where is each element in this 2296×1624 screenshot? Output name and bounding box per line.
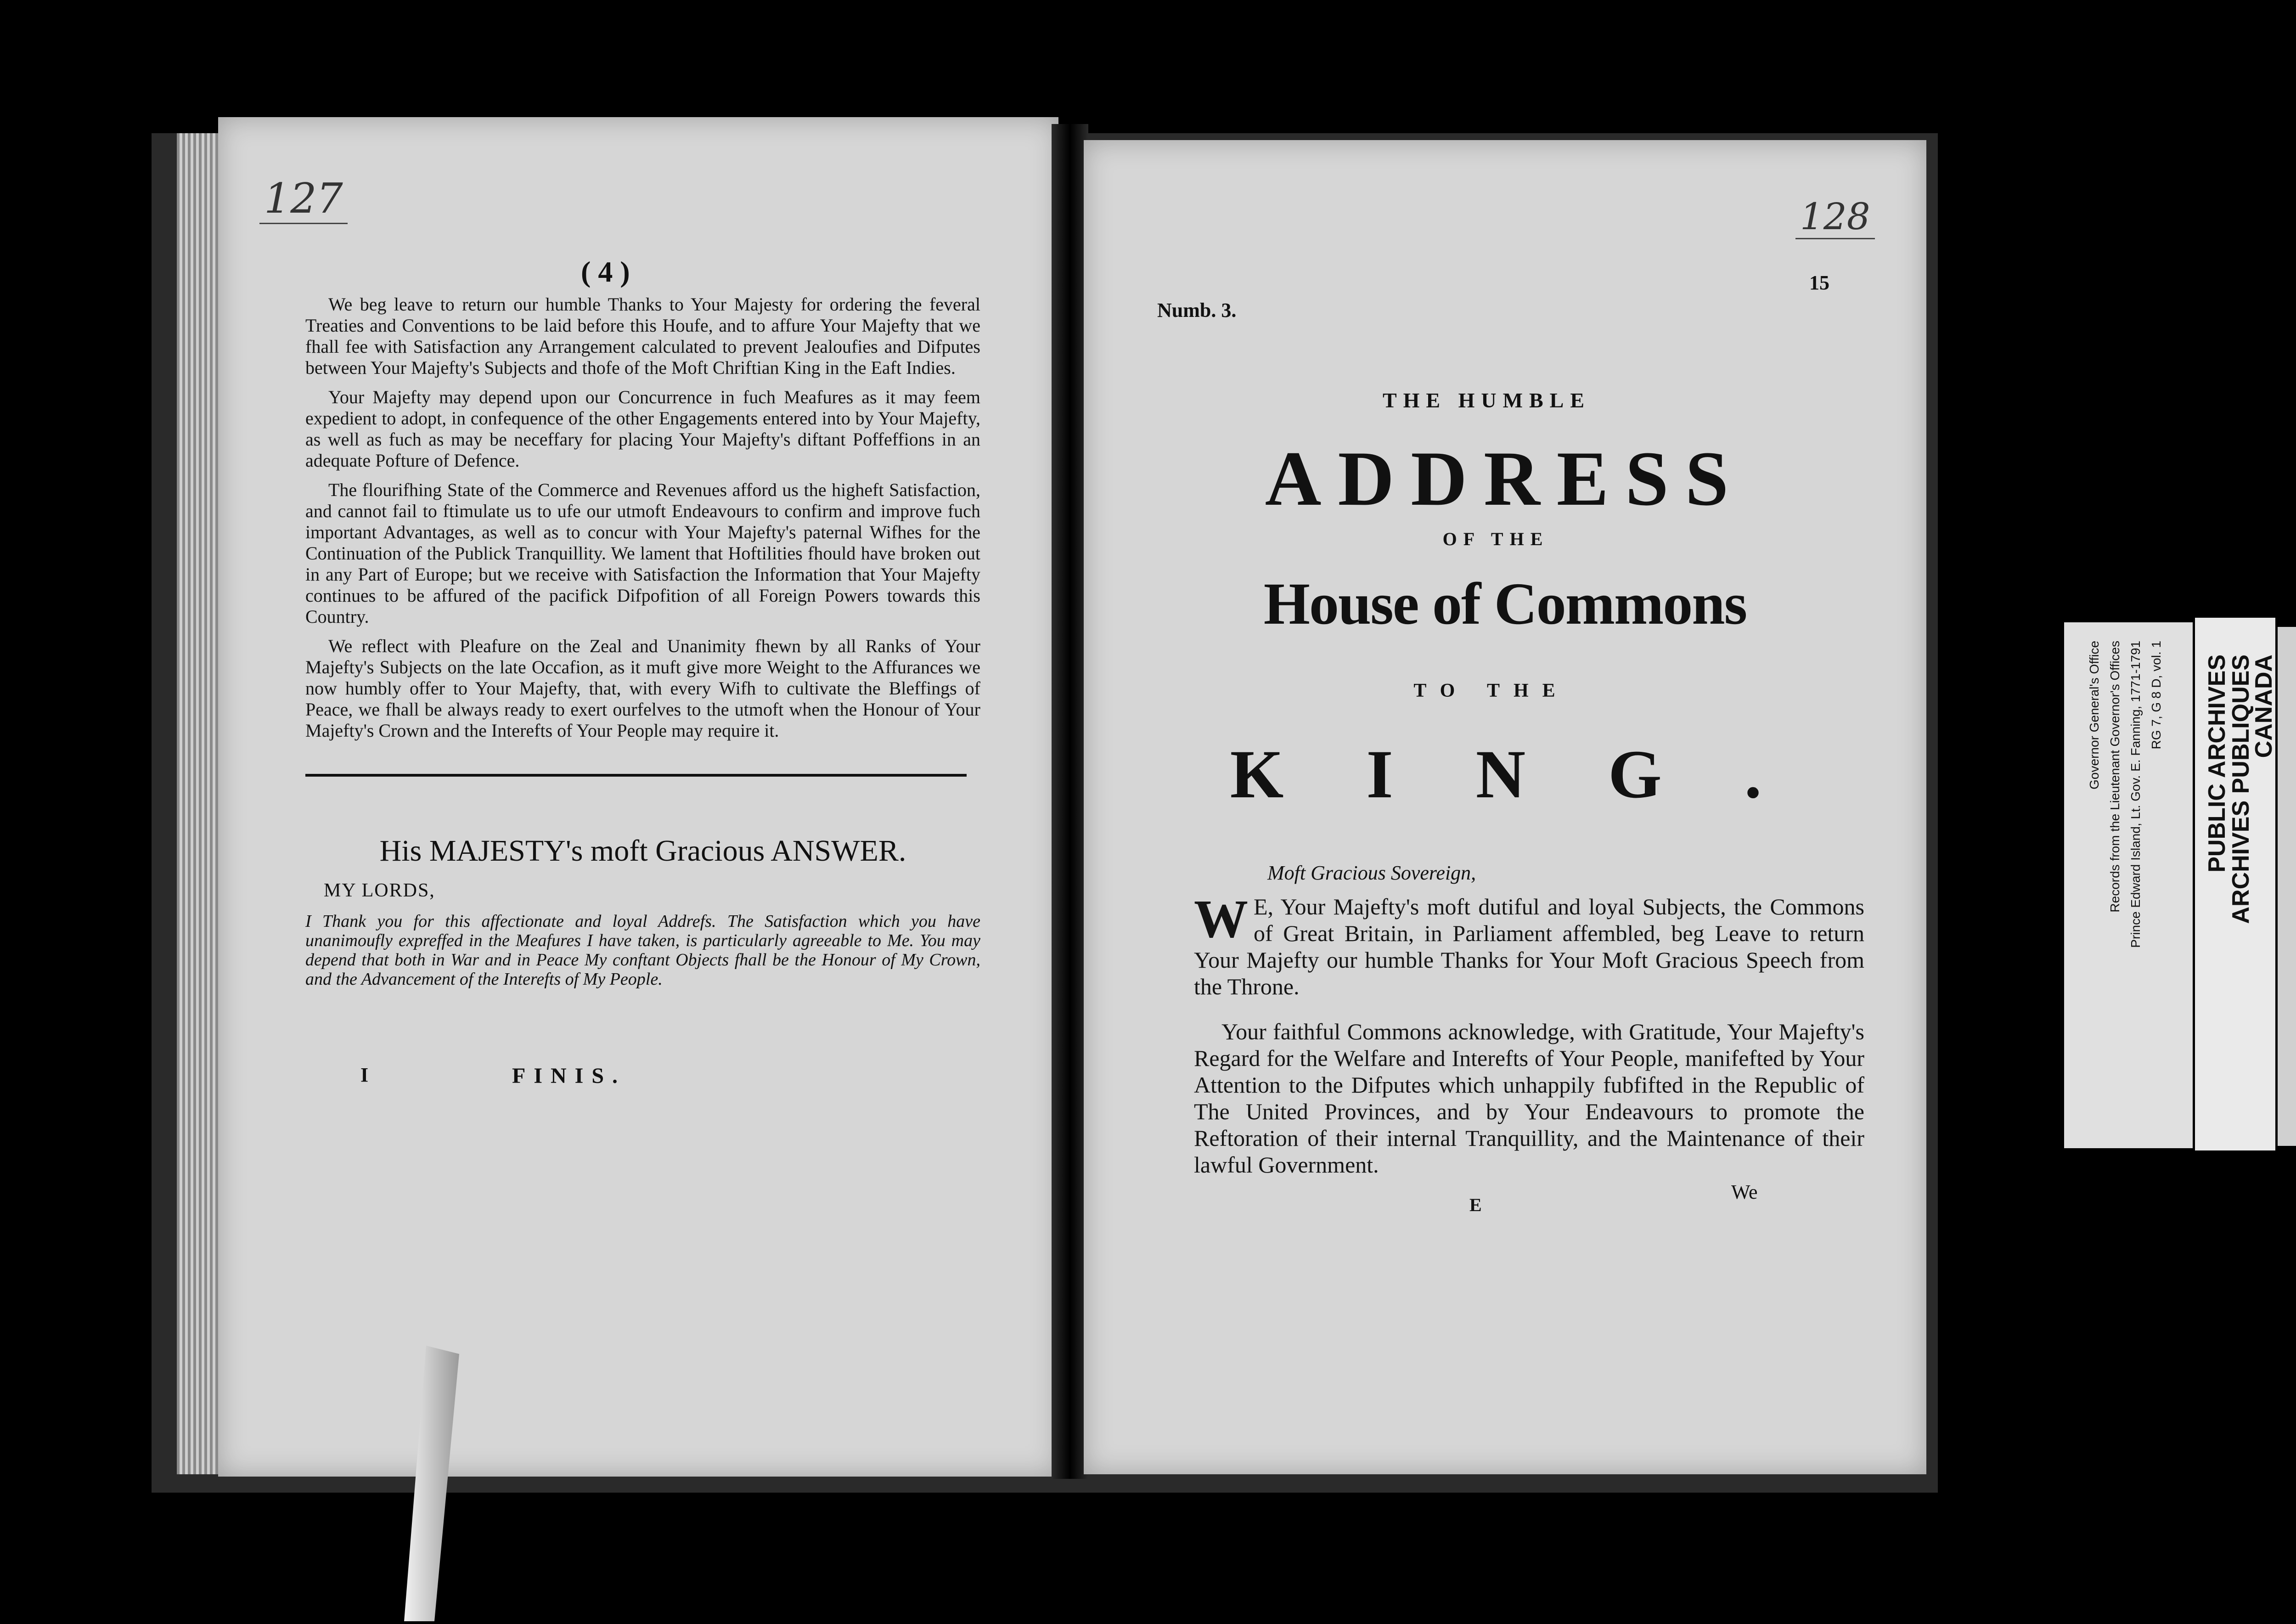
left-page bbox=[218, 117, 1058, 1477]
handwritten-page-number: 127 bbox=[259, 175, 348, 224]
finis: FINIS. bbox=[512, 1064, 626, 1088]
title-to-the: TO THE bbox=[1413, 680, 1569, 701]
drop-cap: W bbox=[1194, 889, 1248, 949]
address-body bbox=[1194, 889, 1864, 1196]
title-king: KING. bbox=[1230, 736, 1845, 812]
paragraph-4: We reflect with Pleafure on the Zeal and Unanimity fhewn by all Ranks of Your Majefty's Subjects on the late Occafion, as it muft give more Weight to the Affurances we now humbly offer to Your Majefty, that, with every Wifh to cultivate the Bleffings of Peace, we fhall be always ready to exert ourfelves to the utmoft when the Honour of Your Majefty's Crown and the Interefts of Your People may require it. bbox=[305, 636, 980, 741]
archive-card-edge bbox=[2278, 627, 2296, 1146]
title-of-the: OF THE bbox=[1442, 529, 1549, 549]
printed-page-number: 15 bbox=[1809, 271, 1829, 294]
title-the-humble: THE HUMBLE bbox=[1382, 389, 1591, 412]
paragraph-2: Your Majefty may depend upon our Concurrence in fuch Meafures as it may feem expedient to adopt, in confequence of the other Engagements entered into by Your Majefty, as well as fuch as may be neceffary for placing Your Majefty's diftant Poffeffions in an adequate Pofture of Defence. bbox=[305, 387, 980, 471]
paragraph-1: We beg leave to return our humble Thanks to Your Majesty for ordering the feveral Treaties and Conventions to be laid before this Houfe, and to affure Your Majefty that we fhall fee with Satisfaction any Arrangement calculated to prevent Jealoufies and Difputes between Your Majefty's Subjects and thofe of the Moft Chriftian King in the Eaft Indies. bbox=[305, 294, 980, 378]
signature-mark: I bbox=[360, 1064, 369, 1086]
answer-salutation: MY LORDS, bbox=[324, 880, 435, 901]
handwritten-page-number: 128 bbox=[1795, 195, 1875, 239]
title-house-of-commons: House of Commons bbox=[1263, 571, 1747, 637]
book-gutter bbox=[1052, 124, 1088, 1479]
stamp-line-2: ARCHIVES PUBLIQUES bbox=[2228, 654, 2254, 924]
page-header: ( 4 ) bbox=[581, 255, 630, 288]
archive-label-card bbox=[2064, 622, 2193, 1148]
paragraph-1 bbox=[1194, 889, 1864, 1000]
number-label: Numb. 3. bbox=[1157, 299, 1237, 321]
signature-mark: E bbox=[1469, 1195, 1482, 1215]
right-page bbox=[1084, 140, 1926, 1474]
divider-rule bbox=[305, 774, 967, 777]
catchword: We bbox=[1731, 1181, 1758, 1203]
label-line-4: RG 7, G 8 D, vol. 1 bbox=[2149, 641, 2163, 750]
paragraph-1-text: E, Your Majefty's moft dutiful and loyal Subjects, the Commons of Great Britain, in Parliament affembled, beg Leave to return Your Majefty our humble Thanks for Your Moft Gracious Speech from the Throne. bbox=[1194, 894, 1864, 999]
paragraph-3: The flourifhing State of the Commerce and Revenues afford us the higheft Satisfaction, and cannot fail to ftimulate us to ufe our utmoft Endeavours to confirm and improve fuch important Advantages, as well as to concur with Your Majefty's paternal Wifhes for the Continuation of the Publick Tranquillity. We lament that Hoftilities fhould have broken out in any Part of Europe; but we receive with Satisfaction the Information that Your Majefty continues to be affured of the pacifick Difpofition of all Foreign Powers towards this Country. bbox=[305, 479, 980, 627]
page-stack-edge bbox=[177, 133, 223, 1474]
archive-stamp-card bbox=[2195, 618, 2275, 1150]
salutation: Moft Gracious Sovereign, bbox=[1267, 862, 1476, 884]
stamp-line-3: CANADA bbox=[2251, 654, 2277, 758]
label-line-2: Records from the Lieutenant Governor's Offices bbox=[2108, 641, 2122, 913]
stamp-line-1: PUBLIC ARCHIVES bbox=[2204, 654, 2230, 873]
answer-text: I Thank you for this affectionate and loyal Addrefs. The Satisfaction which you have unanimoufly expreffed in the Meafures I have taken, is particularly agreeable to Me. You may depend that both in War and in Peace My conftant Objects fhall be the Honour of My Crown, and the Advancement of the Interefts of My People. bbox=[305, 912, 980, 989]
answer-title: His MAJESTY's moft Gracious ANSWER. bbox=[379, 834, 906, 868]
label-line-3: Prince Edward Island, Lt. Gov. E. Fanning, 1771-1791 bbox=[2128, 641, 2143, 948]
label-line-1: Governor General's Office bbox=[2087, 641, 2101, 789]
title-address: ADDRESS bbox=[1265, 435, 1745, 522]
address-body bbox=[305, 294, 980, 750]
paragraph-2: Your faithful Commons acknowledge, with Gratitude, Your Majefty's Regard for the Welfare and Interefts of Your People, manifefted by Your Attention to the Difputes which unhappily fubfifted in the Republic of The United Provinces, and by Your Endeavours to promote the Reftoration of their internal Tranquillity, and the Maintenance of their lawful Government. bbox=[1194, 1019, 1864, 1178]
